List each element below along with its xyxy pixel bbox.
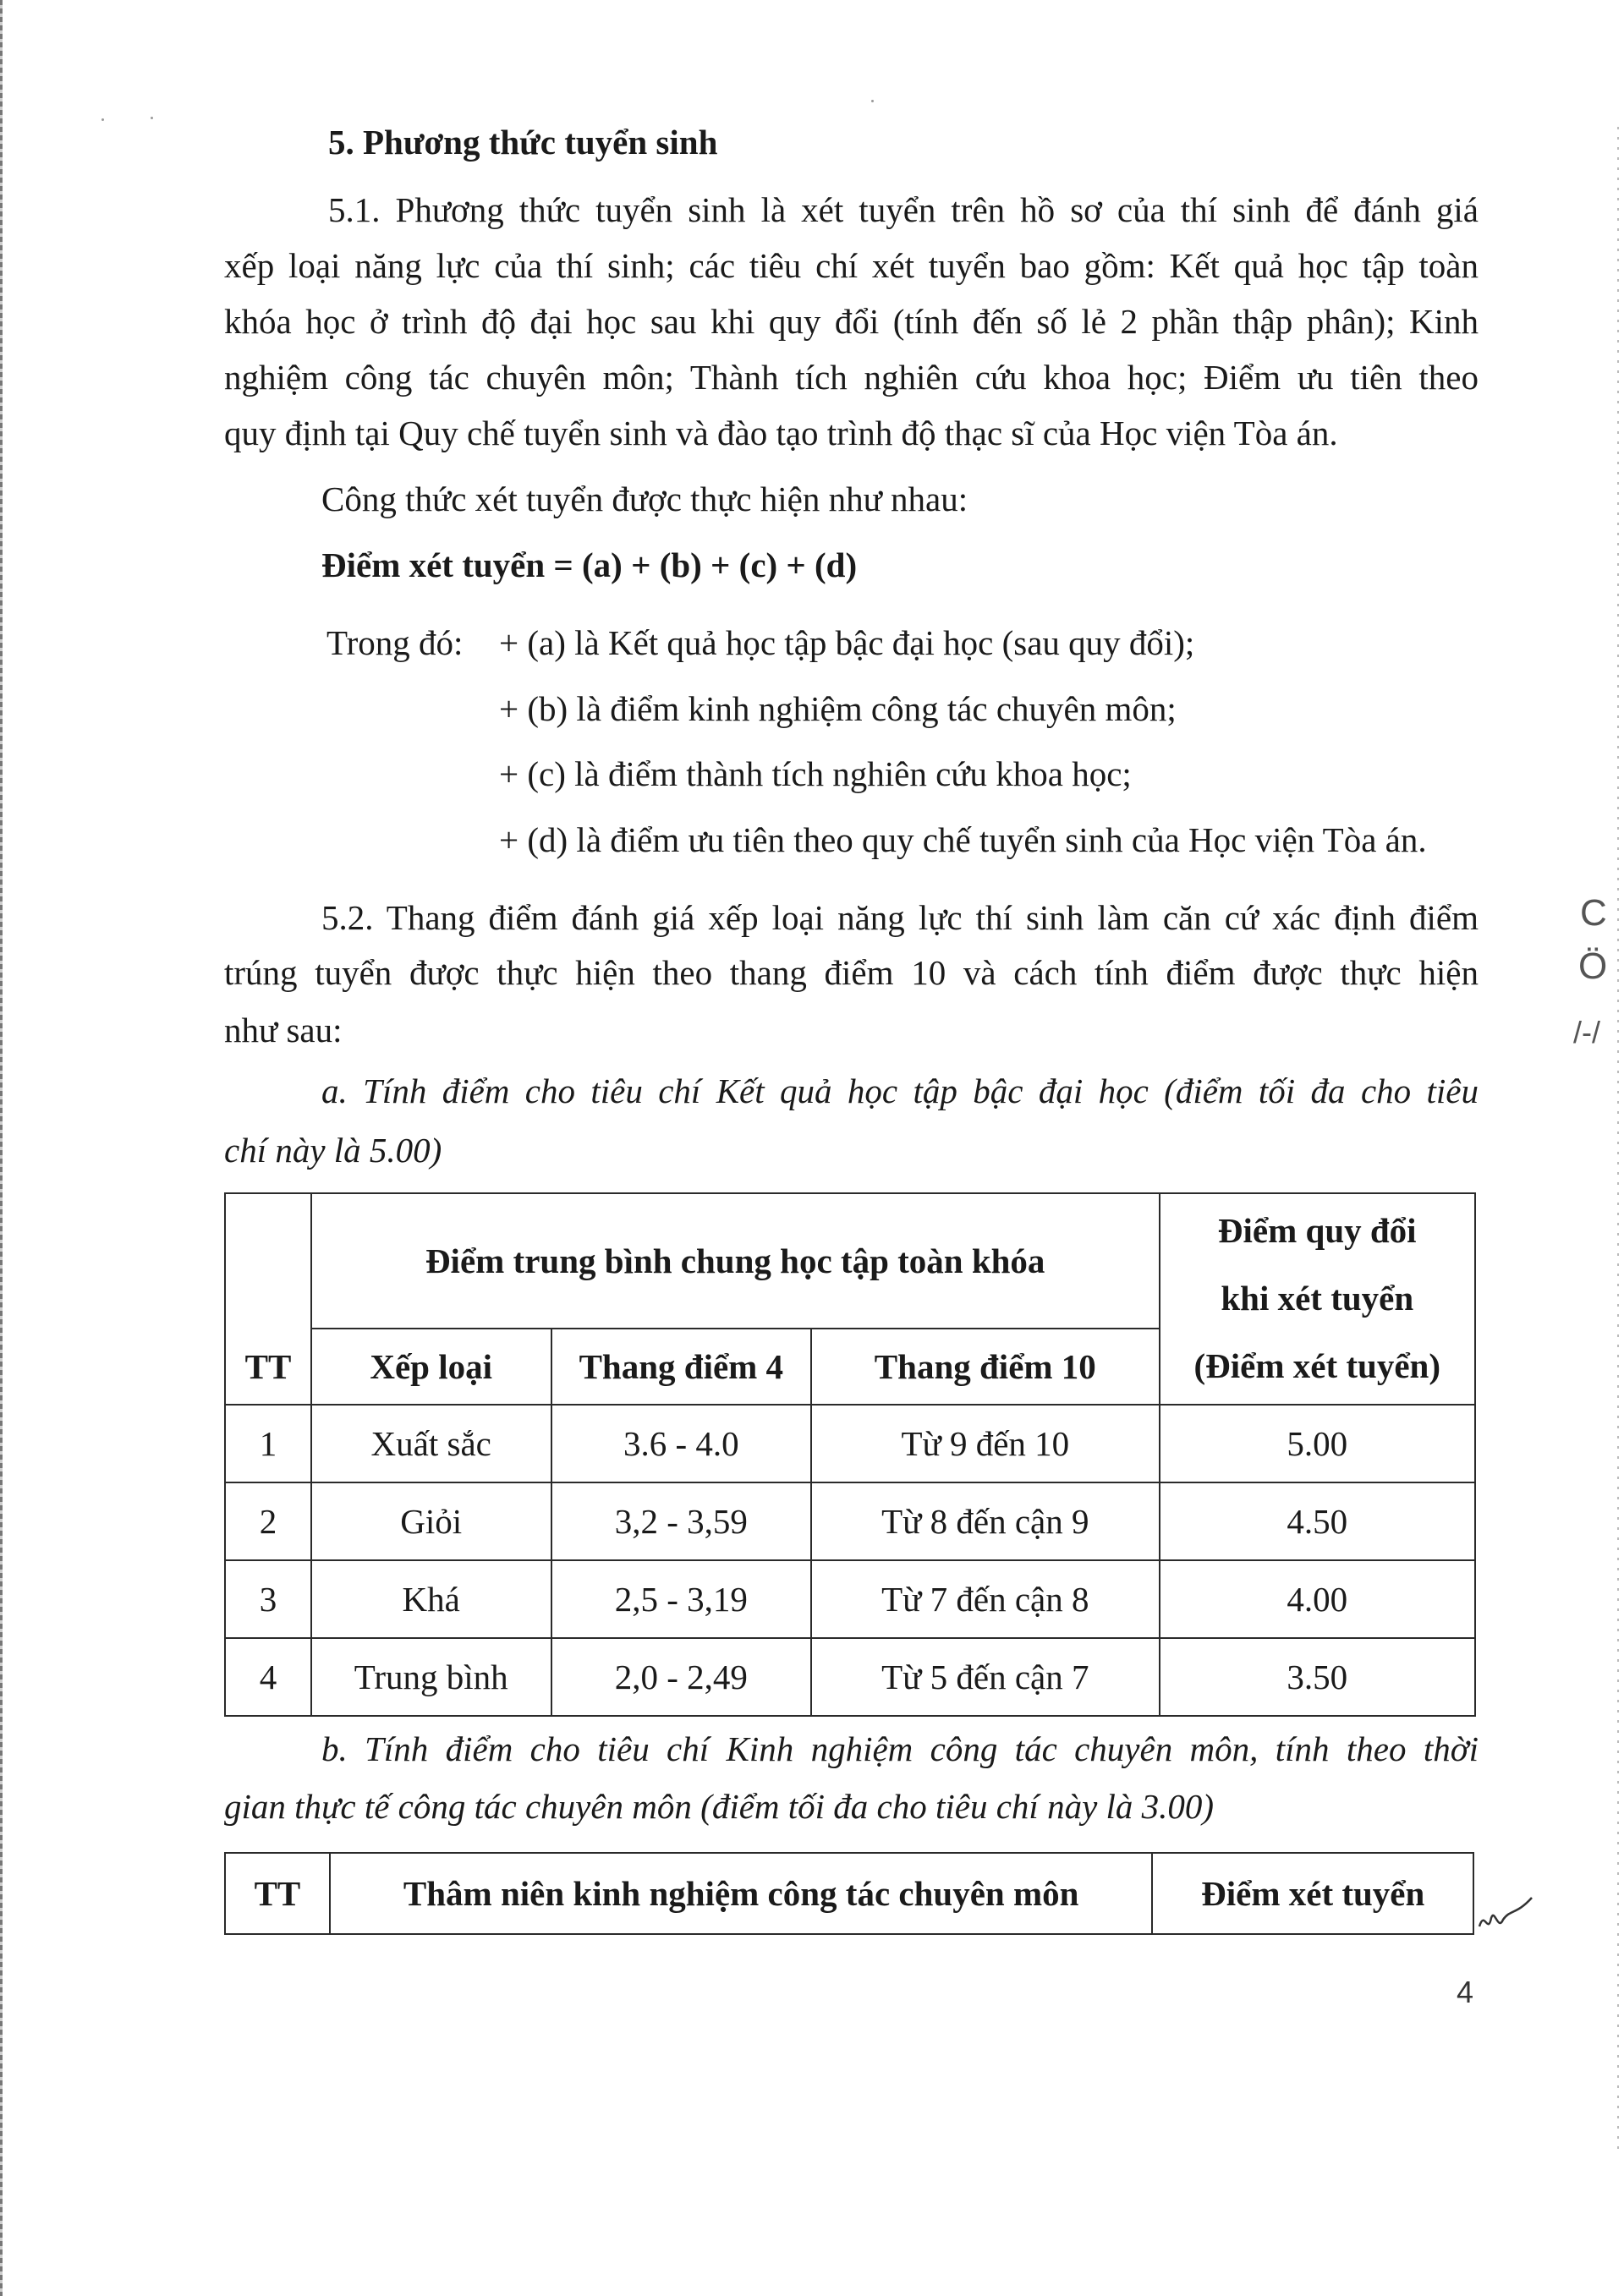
cell-tt: 1 [225, 1405, 311, 1482]
table-row [225, 1638, 1475, 1716]
cell-rank: Khá [311, 1560, 551, 1638]
header-experience: Thâm niên kinh nghiệm công tác chuyên môn [330, 1853, 1153, 1934]
cell-scale-10: Từ 8 đến cận 9 [811, 1482, 1159, 1560]
where-item: + (b) là điểm kinh nghiệm công tác chuyên môn; [499, 689, 1177, 728]
cell-scale-10: Từ 7 đến cận 8 [811, 1560, 1159, 1638]
page-number: 4 [1457, 1975, 1474, 2009]
where-item: + (c) là điểm thành tích nghiên cứu khoa học; [499, 754, 1132, 793]
scan-right-edge [1617, 127, 1619, 2156]
header-tt: TT [225, 1853, 330, 1934]
paragraph-line: trúng tuyển được thực hiện theo thang điểm 10 và cách tính điểm được thực hiện [224, 953, 1479, 992]
paragraph-line: 5.1. Phương thức tuyển sinh là xét tuyển trên hồ sơ của thí sinh để đánh giá [328, 190, 1479, 229]
cell-scale-10: Từ 9 đến 10 [811, 1405, 1159, 1482]
formula-intro: Công thức xét tuyển được thực hiện như nhau: [321, 479, 968, 518]
caption-a-line: chí này là 5.00) [224, 1131, 442, 1170]
header-scale-4: Thang điểm 4 [551, 1329, 812, 1405]
scan-speck [871, 100, 874, 102]
caption-b-line: b. Tính điểm cho tiêu chí Kinh nghiệm công tác chuyên môn, tính theo thời [321, 1729, 1479, 1768]
header-rank: Xếp loại [311, 1329, 551, 1405]
cell-points: 3.50 [1160, 1638, 1476, 1716]
paragraph-line: quy định tại Quy chế tuyển sinh và đào tạo trình độ thạc sĩ của Học viện Tòa án. [224, 414, 1338, 452]
experience-score-table [224, 1852, 1474, 1935]
caption-b-line: gian thực tế công tác chuyên môn (điểm tối đa cho tiêu chí này là 3.00) [224, 1787, 1215, 1826]
paragraph-line: nghiệm công tác chuyên môn; Thành tích nghiên cứu khoa học; Điểm ưu tiên theo [224, 358, 1479, 397]
cell-rank: Xuất sắc [311, 1405, 551, 1482]
cell-scale-4: 2,5 - 3,19 [551, 1560, 812, 1638]
paragraph-line: xếp loại năng lực của thí sinh; các tiêu chí xét tuyển bao gồm: Kết quả học tập toàn [224, 246, 1479, 285]
margin-mark: /-/ [1573, 1015, 1600, 1049]
cell-points: 4.50 [1160, 1482, 1476, 1560]
cell-tt: 3 [225, 1560, 311, 1638]
scan-speck [151, 117, 153, 119]
cell-tt: 4 [225, 1638, 311, 1716]
formula: Điểm xét tuyển = (a) + (b) + (c) + (d) [321, 545, 858, 584]
section-title: 5. Phương thức tuyển sinh [328, 123, 718, 162]
where-label: Trong đó: [326, 623, 464, 662]
paragraph-line: 5.2. Thang điểm đánh giá xếp loại năng lực thí sinh làm căn cứ xác định điểm [321, 898, 1479, 937]
table-row [225, 1560, 1475, 1638]
cell-rank: Giỏi [311, 1482, 551, 1560]
academic-score-table [224, 1192, 1476, 1717]
margin-mark: Ö [1578, 945, 1608, 987]
header-converted-line: (Điểm xét tuyển) [1193, 1345, 1440, 1385]
scan-speck [102, 118, 104, 121]
initials-signature [1476, 1893, 1535, 1939]
cell-scale-4: 2,0 - 2,49 [551, 1638, 812, 1716]
cell-points: 4.00 [1160, 1560, 1476, 1638]
caption-a-line: a. Tính điểm cho tiêu chí Kết quả học tập bậc đại học (điểm tối đa cho tiêu [321, 1071, 1479, 1110]
header-converted-line: khi xét tuyển [1221, 1279, 1414, 1318]
scan-left-edge [0, 0, 3, 2296]
header-points: Điểm xét tuyển [1152, 1853, 1473, 1934]
header-tt: TT [225, 1193, 311, 1405]
header-converted-score [1160, 1193, 1476, 1405]
cell-tt: 2 [225, 1482, 311, 1560]
cell-scale-4: 3.6 - 4.0 [551, 1405, 812, 1482]
table-row [225, 1482, 1475, 1560]
paragraph-line: như sau: [224, 1011, 343, 1049]
margin-mark: C [1580, 892, 1607, 934]
where-item: + (a) là Kết quả học tập bậc đại học (sau quy đổi); [499, 623, 1195, 662]
paragraph-line: khóa học ở trình độ đại học sau khi quy đổi (tính đến số lẻ 2 phần thập phân); Kinh [224, 302, 1479, 341]
cell-rank: Trung bình [311, 1638, 551, 1716]
cell-scale-10: Từ 5 đến cận 7 [811, 1638, 1159, 1716]
table-row [225, 1405, 1475, 1482]
header-converted-line: Điểm quy đổi [1217, 1211, 1417, 1251]
cell-scale-4: 3,2 - 3,59 [551, 1482, 812, 1560]
where-item: + (d) là điểm ưu tiên theo quy chế tuyển sinh của Học viện Tòa án. [499, 820, 1427, 859]
header-scale-10: Thang điểm 10 [811, 1329, 1159, 1405]
header-average-score: Điểm trung bình chung học tập toàn khóa [311, 1193, 1160, 1329]
cell-points: 5.00 [1160, 1405, 1476, 1482]
